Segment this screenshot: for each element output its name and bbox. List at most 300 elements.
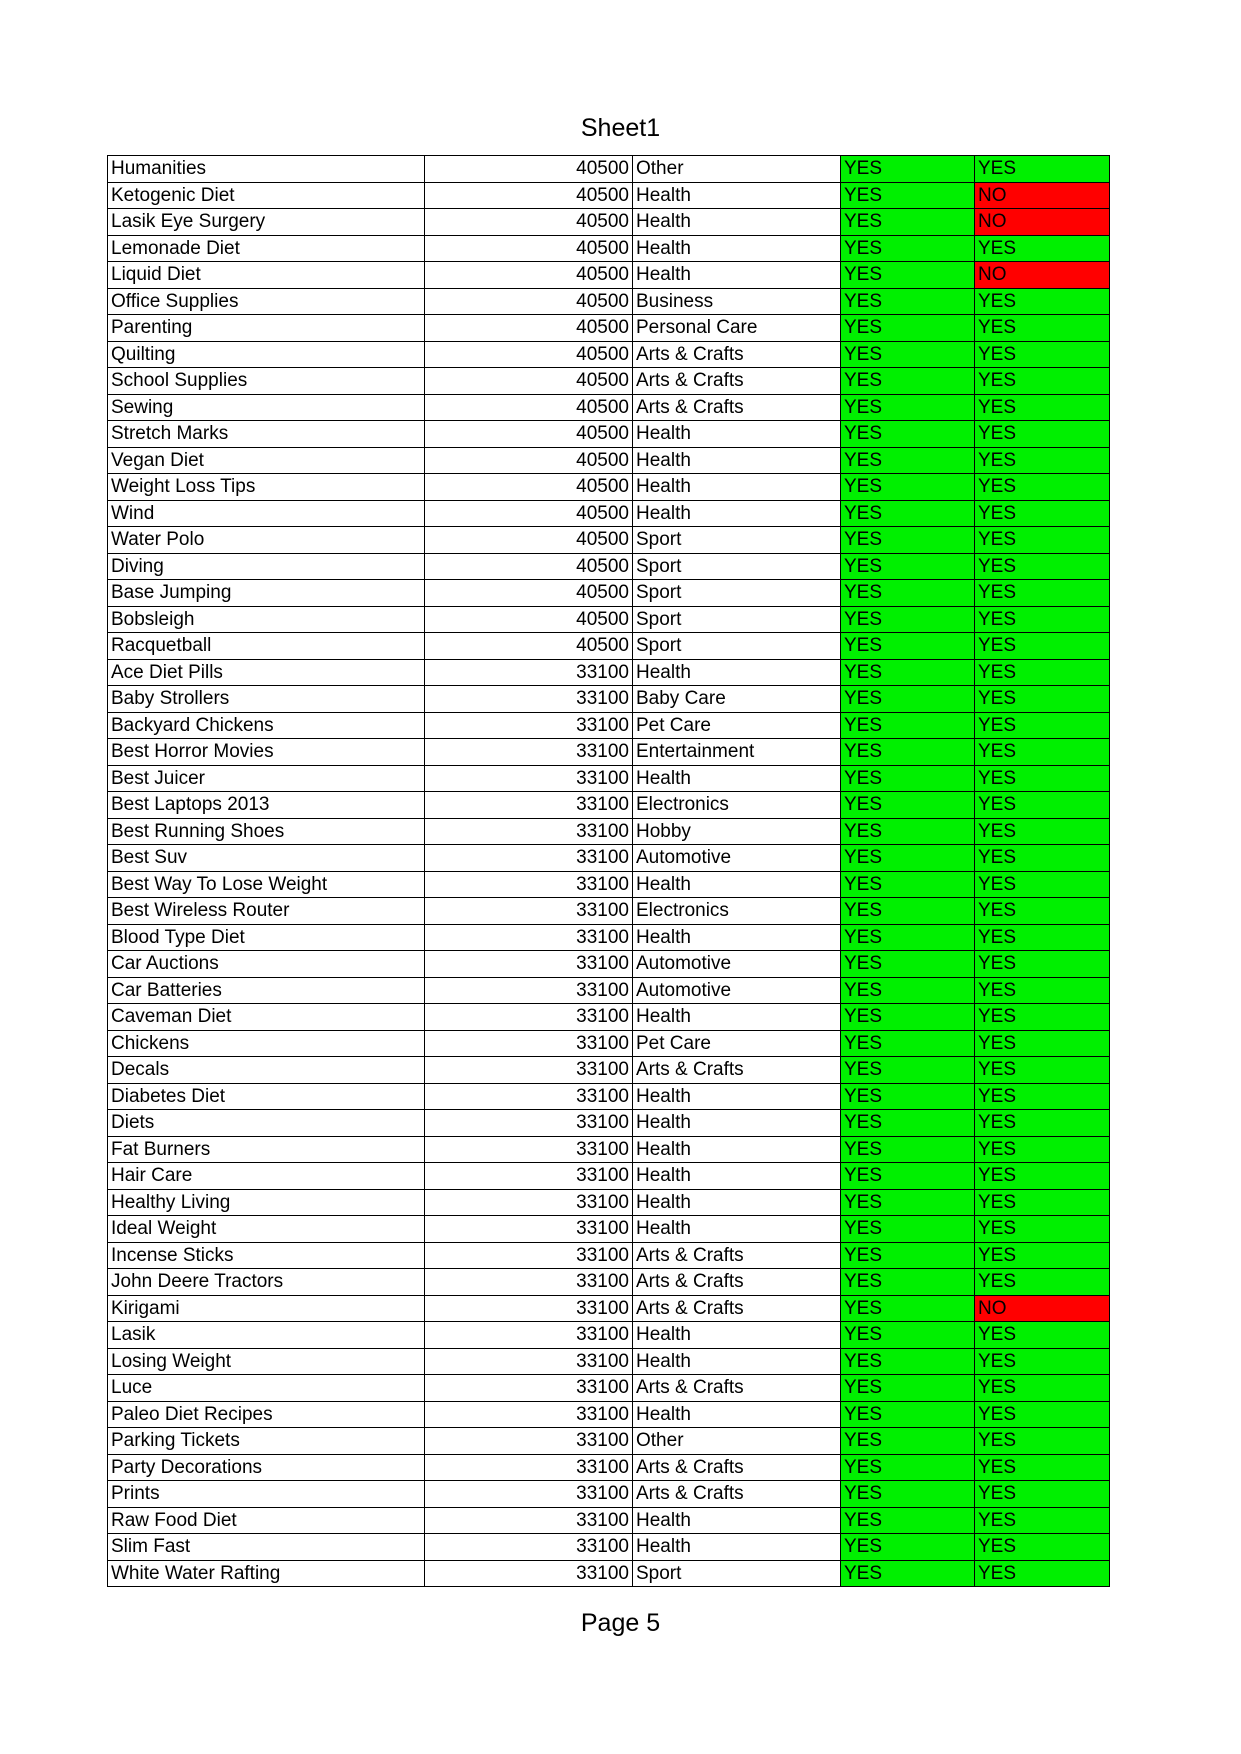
category-cell: Baby Care (633, 686, 841, 713)
keyword-cell: Base Jumping (108, 580, 425, 607)
keyword-cell: Healthy Living (108, 1189, 425, 1216)
flag2-cell: YES (975, 341, 1110, 368)
flag2-cell: YES (975, 1428, 1110, 1455)
flag2-cell: YES (975, 447, 1110, 474)
flag2-cell: YES (975, 1136, 1110, 1163)
flag1-cell: YES (841, 553, 975, 580)
flag2-cell: NO (975, 1295, 1110, 1322)
keyword-cell: Best Wireless Router (108, 898, 425, 925)
keyword-cell: Ace Diet Pills (108, 659, 425, 686)
flag2-cell: YES (975, 818, 1110, 845)
category-cell: Arts & Crafts (633, 394, 841, 421)
keyword-cell: Raw Food Diet (108, 1507, 425, 1534)
volume-cell: 40500 (425, 341, 633, 368)
keyword-cell: Office Supplies (108, 288, 425, 315)
flag1-cell: YES (841, 1428, 975, 1455)
keyword-cell: Losing Weight (108, 1348, 425, 1375)
flag1-cell: YES (841, 288, 975, 315)
flag2-cell: YES (975, 1507, 1110, 1534)
flag2-cell: YES (975, 898, 1110, 925)
volume-cell: 40500 (425, 315, 633, 342)
keyword-cell: Decals (108, 1057, 425, 1084)
category-cell: Health (633, 1534, 841, 1561)
flag1-cell: YES (841, 818, 975, 845)
category-cell: Sport (633, 553, 841, 580)
table-row (108, 500, 1110, 527)
table-row (108, 686, 1110, 713)
flag2-cell: YES (975, 686, 1110, 713)
keyword-cell: Baby Strollers (108, 686, 425, 713)
flag2-cell: NO (975, 209, 1110, 236)
table-row (108, 474, 1110, 501)
flag1-cell: YES (841, 368, 975, 395)
category-cell: Health (633, 1163, 841, 1190)
table-row (108, 1428, 1110, 1455)
keyword-cell: Lasik (108, 1322, 425, 1349)
table-row (108, 1507, 1110, 1534)
keyword-cell: Bobsleigh (108, 606, 425, 633)
volume-cell: 33100 (425, 1163, 633, 1190)
keyword-cell: Ideal Weight (108, 1216, 425, 1243)
flag2-cell: YES (975, 606, 1110, 633)
flag2-cell: YES (975, 1322, 1110, 1349)
table-row (108, 1057, 1110, 1084)
table-row (108, 421, 1110, 448)
volume-cell: 33100 (425, 1136, 633, 1163)
keyword-cell: Best Way To Lose Weight (108, 871, 425, 898)
table-row (108, 156, 1110, 183)
keyword-cell: Best Laptops 2013 (108, 792, 425, 819)
volume-cell: 33100 (425, 1375, 633, 1402)
category-cell: Arts & Crafts (633, 1295, 841, 1322)
keyword-cell: Paleo Diet Recipes (108, 1401, 425, 1428)
keyword-cell: Quilting (108, 341, 425, 368)
category-cell: Arts & Crafts (633, 1269, 841, 1296)
category-cell: Health (633, 1401, 841, 1428)
table-row (108, 606, 1110, 633)
keyword-cell: Hair Care (108, 1163, 425, 1190)
keyword-cell: Sewing (108, 394, 425, 421)
flag2-cell: YES (975, 1242, 1110, 1269)
keyword-cell: Parking Tickets (108, 1428, 425, 1455)
table-row (108, 1375, 1110, 1402)
volume-cell: 33100 (425, 686, 633, 713)
category-cell: Automotive (633, 951, 841, 978)
flag1-cell: YES (841, 447, 975, 474)
category-cell: Health (633, 262, 841, 289)
flag1-cell: YES (841, 1136, 975, 1163)
category-cell: Automotive (633, 977, 841, 1004)
keyword-cell: John Deere Tractors (108, 1269, 425, 1296)
flag1-cell: YES (841, 1269, 975, 1296)
table-row (108, 1348, 1110, 1375)
volume-cell: 33100 (425, 924, 633, 951)
flag1-cell: YES (841, 500, 975, 527)
category-cell: Pet Care (633, 712, 841, 739)
table-row (108, 235, 1110, 262)
flag2-cell: YES (975, 1216, 1110, 1243)
keyword-cell: Car Batteries (108, 977, 425, 1004)
keyword-cell: Humanities (108, 156, 425, 183)
table-row (108, 1110, 1110, 1137)
category-cell: Hobby (633, 818, 841, 845)
table-row (108, 1189, 1110, 1216)
table-row (108, 712, 1110, 739)
volume-cell: 33100 (425, 1269, 633, 1296)
volume-cell: 33100 (425, 1454, 633, 1481)
category-cell: Health (633, 1004, 841, 1031)
volume-cell: 33100 (425, 951, 633, 978)
flag2-cell: YES (975, 659, 1110, 686)
volume-cell: 40500 (425, 182, 633, 209)
keyword-cell: Parenting (108, 315, 425, 342)
volume-cell: 33100 (425, 659, 633, 686)
flag1-cell: YES (841, 1348, 975, 1375)
volume-cell: 33100 (425, 871, 633, 898)
keyword-cell: Lasik Eye Surgery (108, 209, 425, 236)
keyword-cell: Prints (108, 1481, 425, 1508)
volume-cell: 33100 (425, 1534, 633, 1561)
table-row (108, 659, 1110, 686)
flag1-cell: YES (841, 1375, 975, 1402)
table-row (108, 739, 1110, 766)
keyword-cell: Incense Sticks (108, 1242, 425, 1269)
flag2-cell: YES (975, 633, 1110, 660)
flag2-cell: YES (975, 474, 1110, 501)
flag2-cell: NO (975, 262, 1110, 289)
category-cell: Arts & Crafts (633, 1057, 841, 1084)
category-cell: Health (633, 1110, 841, 1137)
flag1-cell: YES (841, 977, 975, 1004)
category-cell: Health (633, 1507, 841, 1534)
flag1-cell: YES (841, 474, 975, 501)
keyword-cell: Ketogenic Diet (108, 182, 425, 209)
table-row (108, 315, 1110, 342)
table-row (108, 845, 1110, 872)
table-row (108, 765, 1110, 792)
flag2-cell: YES (975, 792, 1110, 819)
category-cell: Arts & Crafts (633, 341, 841, 368)
table-row (108, 1534, 1110, 1561)
table-row (108, 898, 1110, 925)
flag1-cell: YES (841, 951, 975, 978)
volume-cell: 33100 (425, 1401, 633, 1428)
keyword-cell: Lemonade Diet (108, 235, 425, 262)
category-cell: Health (633, 1216, 841, 1243)
volume-cell: 40500 (425, 368, 633, 395)
flag1-cell: YES (841, 845, 975, 872)
flag2-cell: YES (975, 1189, 1110, 1216)
category-cell: Automotive (633, 845, 841, 872)
keyword-cell: Water Polo (108, 527, 425, 554)
volume-cell: 33100 (425, 1560, 633, 1587)
table-row (108, 1216, 1110, 1243)
table-row (108, 182, 1110, 209)
category-cell: Health (633, 1136, 841, 1163)
table-row (108, 341, 1110, 368)
keyword-cell: Slim Fast (108, 1534, 425, 1561)
flag1-cell: YES (841, 580, 975, 607)
flag2-cell: YES (975, 712, 1110, 739)
table-row (108, 1322, 1110, 1349)
volume-cell: 33100 (425, 712, 633, 739)
flag2-cell: YES (975, 1163, 1110, 1190)
flag1-cell: YES (841, 394, 975, 421)
table-row (108, 1242, 1110, 1269)
keyword-cell: Car Auctions (108, 951, 425, 978)
flag1-cell: YES (841, 765, 975, 792)
flag2-cell: YES (975, 739, 1110, 766)
flag1-cell: YES (841, 1083, 975, 1110)
category-cell: Arts & Crafts (633, 368, 841, 395)
category-cell: Health (633, 1083, 841, 1110)
volume-cell: 33100 (425, 1004, 633, 1031)
flag1-cell: YES (841, 739, 975, 766)
flag2-cell: YES (975, 871, 1110, 898)
keyword-cell: Vegan Diet (108, 447, 425, 474)
category-cell: Electronics (633, 792, 841, 819)
category-cell: Arts & Crafts (633, 1454, 841, 1481)
volume-cell: 40500 (425, 580, 633, 607)
category-cell: Other (633, 156, 841, 183)
keyword-cell: White Water Rafting (108, 1560, 425, 1587)
flag1-cell: YES (841, 712, 975, 739)
keyword-table (107, 155, 1110, 1587)
table-row (108, 871, 1110, 898)
category-cell: Personal Care (633, 315, 841, 342)
keyword-cell: Racquetball (108, 633, 425, 660)
category-cell: Arts & Crafts (633, 1481, 841, 1508)
volume-cell: 40500 (425, 447, 633, 474)
flag1-cell: YES (841, 792, 975, 819)
table-row (108, 1004, 1110, 1031)
keyword-cell: Caveman Diet (108, 1004, 425, 1031)
flag1-cell: YES (841, 1110, 975, 1137)
flag1-cell: YES (841, 182, 975, 209)
table-row (108, 1083, 1110, 1110)
category-cell: Sport (633, 527, 841, 554)
table-row (108, 553, 1110, 580)
keyword-cell: Liquid Diet (108, 262, 425, 289)
flag2-cell: YES (975, 315, 1110, 342)
flag2-cell: YES (975, 1375, 1110, 1402)
flag1-cell: YES (841, 1004, 975, 1031)
table-row (108, 951, 1110, 978)
table-row (108, 209, 1110, 236)
flag2-cell: YES (975, 1481, 1110, 1508)
volume-cell: 40500 (425, 633, 633, 660)
table-row (108, 1030, 1110, 1057)
flag1-cell: YES (841, 1454, 975, 1481)
flag2-cell: YES (975, 845, 1110, 872)
flag1-cell: YES (841, 421, 975, 448)
category-cell: Arts & Crafts (633, 1242, 841, 1269)
flag2-cell: YES (975, 394, 1110, 421)
keyword-cell: Diabetes Diet (108, 1083, 425, 1110)
flag2-cell: YES (975, 421, 1110, 448)
category-cell: Pet Care (633, 1030, 841, 1057)
keyword-cell: Diving (108, 553, 425, 580)
volume-cell: 40500 (425, 288, 633, 315)
volume-cell: 33100 (425, 1057, 633, 1084)
flag2-cell: YES (975, 527, 1110, 554)
volume-cell: 40500 (425, 394, 633, 421)
keyword-cell: Best Suv (108, 845, 425, 872)
flag1-cell: YES (841, 235, 975, 262)
flag1-cell: YES (841, 262, 975, 289)
volume-cell: 33100 (425, 1083, 633, 1110)
table-row (108, 580, 1110, 607)
flag1-cell: YES (841, 1163, 975, 1190)
category-cell: Business (633, 288, 841, 315)
volume-cell: 33100 (425, 1242, 633, 1269)
volume-cell: 33100 (425, 1295, 633, 1322)
category-cell: Sport (633, 606, 841, 633)
flag1-cell: YES (841, 1242, 975, 1269)
category-cell: Electronics (633, 898, 841, 925)
category-cell: Health (633, 182, 841, 209)
flag1-cell: YES (841, 1507, 975, 1534)
volume-cell: 40500 (425, 421, 633, 448)
flag1-cell: YES (841, 1295, 975, 1322)
keyword-cell: Luce (108, 1375, 425, 1402)
volume-cell: 40500 (425, 500, 633, 527)
keyword-cell: Best Juicer (108, 765, 425, 792)
flag2-cell: NO (975, 182, 1110, 209)
volume-cell: 40500 (425, 606, 633, 633)
category-cell: Health (633, 500, 841, 527)
volume-cell: 33100 (425, 818, 633, 845)
flag2-cell: YES (975, 1110, 1110, 1137)
table-row (108, 792, 1110, 819)
volume-cell: 33100 (425, 1216, 633, 1243)
volume-cell: 40500 (425, 553, 633, 580)
flag1-cell: YES (841, 1189, 975, 1216)
flag1-cell: YES (841, 898, 975, 925)
keyword-cell: Weight Loss Tips (108, 474, 425, 501)
table-row (108, 1454, 1110, 1481)
table-row (108, 1136, 1110, 1163)
volume-cell: 40500 (425, 527, 633, 554)
category-cell: Sport (633, 580, 841, 607)
volume-cell: 33100 (425, 1322, 633, 1349)
keyword-cell: Kirigami (108, 1295, 425, 1322)
table-row (108, 1269, 1110, 1296)
table-row (108, 1401, 1110, 1428)
table-row (108, 368, 1110, 395)
flag2-cell: YES (975, 1057, 1110, 1084)
flag2-cell: YES (975, 765, 1110, 792)
table-row (108, 924, 1110, 951)
volume-cell: 33100 (425, 792, 633, 819)
flag1-cell: YES (841, 1481, 975, 1508)
volume-cell: 33100 (425, 977, 633, 1004)
category-cell: Health (633, 421, 841, 448)
flag1-cell: YES (841, 686, 975, 713)
category-cell: Sport (633, 1560, 841, 1587)
flag2-cell: YES (975, 1030, 1110, 1057)
table-row (108, 977, 1110, 1004)
flag2-cell: YES (975, 977, 1110, 1004)
flag1-cell: YES (841, 341, 975, 368)
category-cell: Other (633, 1428, 841, 1455)
volume-cell: 33100 (425, 1110, 633, 1137)
category-cell: Health (633, 447, 841, 474)
table-body (108, 156, 1110, 1587)
flag1-cell: YES (841, 527, 975, 554)
flag2-cell: YES (975, 1004, 1110, 1031)
sheet-title: Sheet1 (580, 114, 661, 142)
flag2-cell: YES (975, 1269, 1110, 1296)
category-cell: Health (633, 474, 841, 501)
category-cell: Health (633, 659, 841, 686)
volume-cell: 33100 (425, 765, 633, 792)
flag1-cell: YES (841, 633, 975, 660)
table-row (108, 1295, 1110, 1322)
volume-cell: 40500 (425, 262, 633, 289)
volume-cell: 33100 (425, 1189, 633, 1216)
table-row (108, 447, 1110, 474)
keyword-cell: Best Horror Movies (108, 739, 425, 766)
flag2-cell: YES (975, 1454, 1110, 1481)
flag1-cell: YES (841, 1322, 975, 1349)
keyword-cell: Party Decorations (108, 1454, 425, 1481)
keyword-cell: School Supplies (108, 368, 425, 395)
flag1-cell: YES (841, 1534, 975, 1561)
volume-cell: 33100 (425, 1428, 633, 1455)
table-row (108, 1481, 1110, 1508)
flag2-cell: YES (975, 1083, 1110, 1110)
volume-cell: 33100 (425, 898, 633, 925)
category-cell: Arts & Crafts (633, 1375, 841, 1402)
flag2-cell: YES (975, 1401, 1110, 1428)
category-cell: Health (633, 235, 841, 262)
flag1-cell: YES (841, 606, 975, 633)
volume-cell: 40500 (425, 235, 633, 262)
category-cell: Health (633, 1348, 841, 1375)
volume-cell: 40500 (425, 209, 633, 236)
flag1-cell: YES (841, 924, 975, 951)
flag2-cell: YES (975, 924, 1110, 951)
flag1-cell: YES (841, 1216, 975, 1243)
flag2-cell: YES (975, 235, 1110, 262)
table-row (108, 262, 1110, 289)
volume-cell: 33100 (425, 739, 633, 766)
category-cell: Health (633, 1322, 841, 1349)
page-number-footer: Page 5 (580, 1609, 661, 1637)
flag2-cell: YES (975, 580, 1110, 607)
keyword-cell: Backyard Chickens (108, 712, 425, 739)
flag1-cell: YES (841, 1030, 975, 1057)
flag2-cell: YES (975, 951, 1110, 978)
flag2-cell: YES (975, 500, 1110, 527)
flag2-cell: YES (975, 1348, 1110, 1375)
table-row (108, 1560, 1110, 1587)
category-cell: Health (633, 1189, 841, 1216)
keyword-cell: Chickens (108, 1030, 425, 1057)
flag1-cell: YES (841, 315, 975, 342)
category-cell: Health (633, 209, 841, 236)
volume-cell: 40500 (425, 156, 633, 183)
flag1-cell: YES (841, 1560, 975, 1587)
flag2-cell: YES (975, 1560, 1110, 1587)
table-row (108, 527, 1110, 554)
keyword-cell: Blood Type Diet (108, 924, 425, 951)
flag2-cell: YES (975, 288, 1110, 315)
keyword-cell: Stretch Marks (108, 421, 425, 448)
flag1-cell: YES (841, 209, 975, 236)
table-row (108, 818, 1110, 845)
